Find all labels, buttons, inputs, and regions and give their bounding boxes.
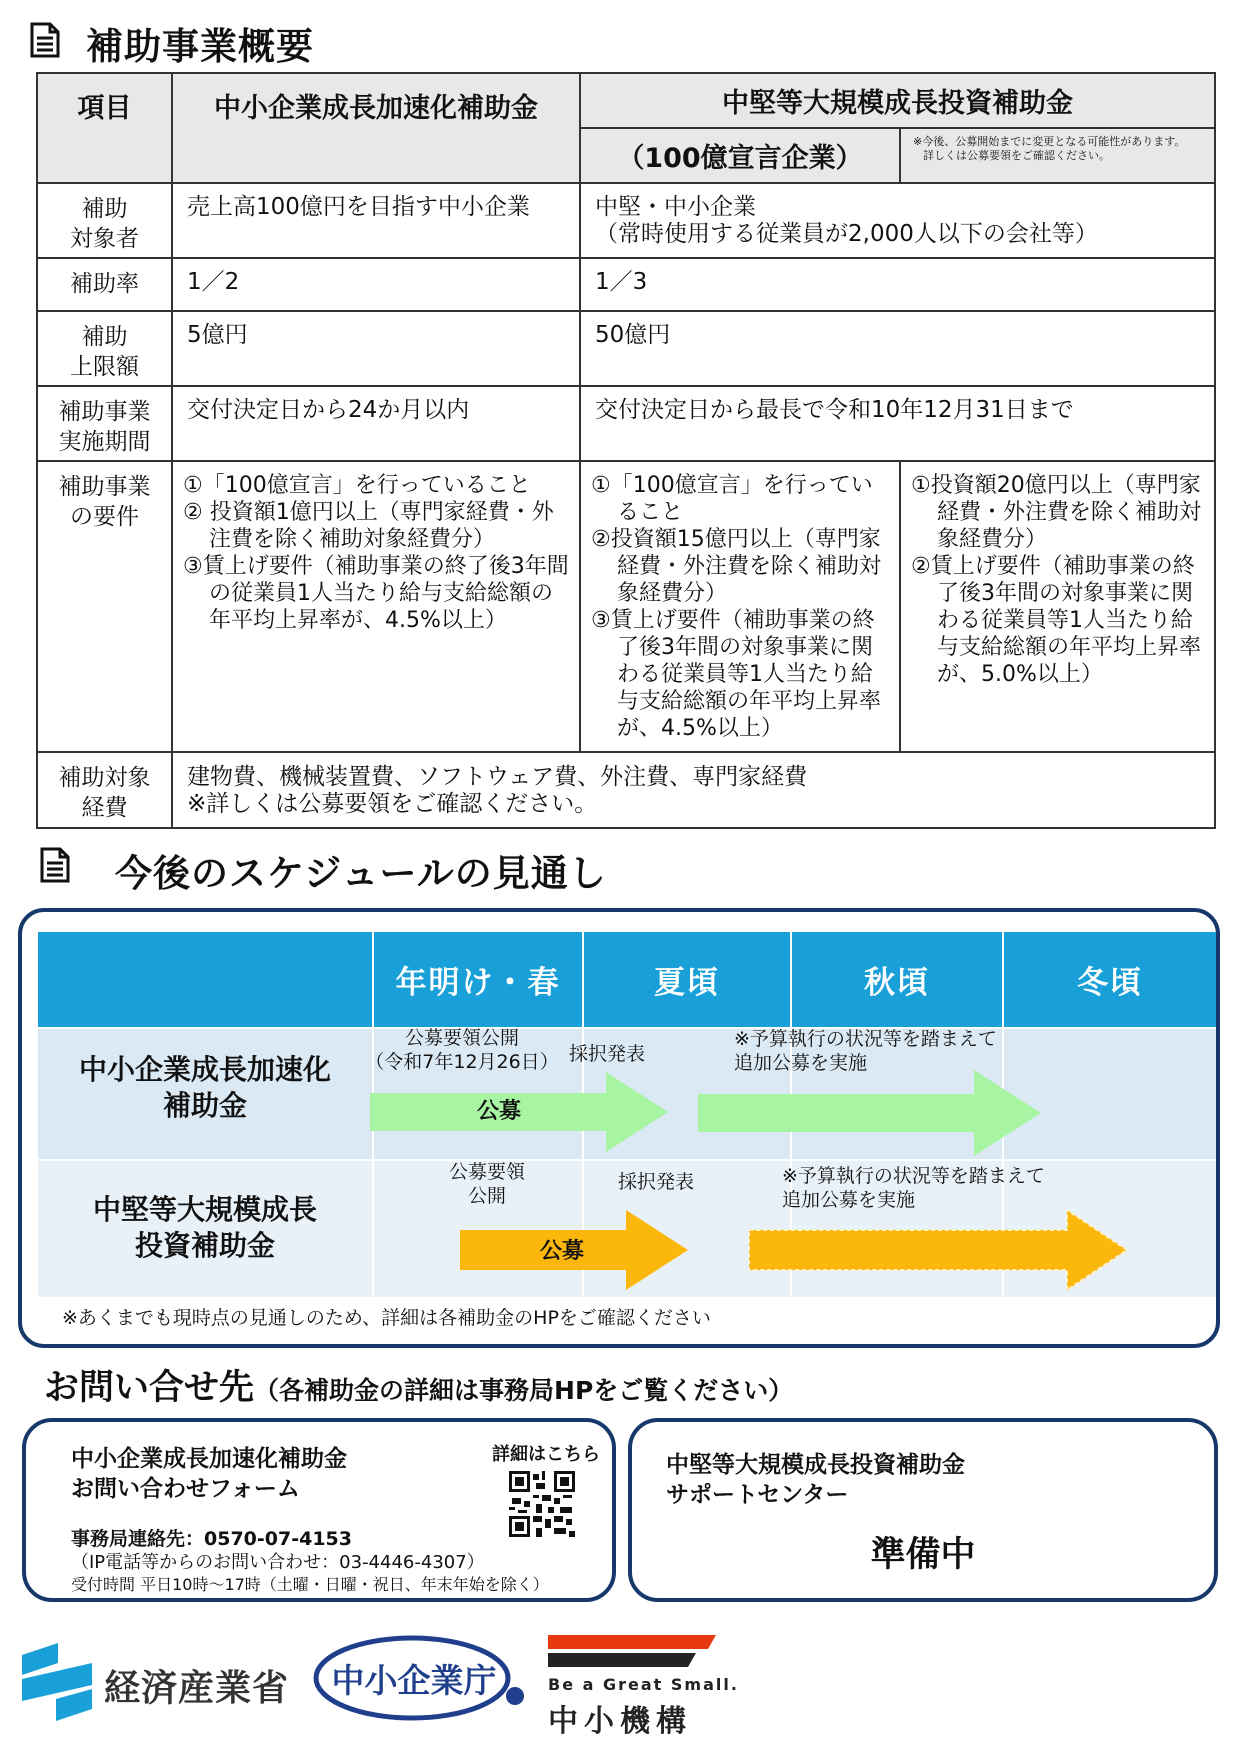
row2-note-selection: 採択発表: [618, 1171, 695, 1193]
contact-box-right: [628, 1418, 1218, 1602]
header-col2-note: [901, 129, 1214, 182]
schedule-header-blank: [38, 932, 372, 1027]
meti-logo-text: 経済産業省: [104, 1668, 290, 1709]
section-title-overview: 補助事業概要: [86, 25, 314, 68]
rate-col2: 1／3: [595, 269, 648, 295]
smrj-logo-text: 中小機構: [548, 1704, 692, 1739]
row1-note-additional: ※予算執行の状況等を踏まえて 追加公募を実施: [734, 1028, 997, 1074]
contact-phone: 事務局連絡先：0570-07-4153: [71, 1528, 352, 1550]
requirements-col2a: ①「100億宣言」を行っていること ②投資額15億円以上（専門家経費・外注費を除く補助対象経費分） ③賃上げ要件（補助事業の終了後3年間の対象事業に関わる従業員等1人当たり給与支給総額の年平均上昇率が、4.5%以上）: [591, 473, 882, 741]
header-note-line2: 詳しくは公募要領をご確認ください。: [923, 149, 1110, 162]
row1-note-publish: 公募要領公開 （令和7年12月26日）: [365, 1027, 559, 1073]
row2-arrow-label: 公募: [540, 1239, 585, 1264]
row1-arrow-label: 公募: [477, 1099, 522, 1124]
smrj-tagline: Be a Great Small.: [548, 1675, 739, 1694]
row1-arrow-2: [698, 1070, 1043, 1156]
requirements-col1: ①「100億宣言」を行っていること ② 投資額1億円以上（専門家経費・外注費を除く補助対象経費分） ③賃上げ要件（補助事業の終了後3年間の従業員1人当たり給与支給総額の年平均上昇率が、4.5%以上）: [183, 473, 569, 633]
contact-ip-phone: （IP電話等からのお問い合わせ：03-4446-4307）: [71, 1552, 485, 1573]
contact-box-left: [22, 1418, 616, 1602]
document-icon: [30, 22, 60, 58]
limit-col2: 50億円: [595, 322, 671, 348]
row-label-expenses: 補助対象 経費: [58, 765, 151, 821]
contact-title: お問い合せ先: [44, 1368, 255, 1408]
schedule-col-winter: 冬頃: [1004, 932, 1216, 1027]
qr-code[interactable]: [509, 1471, 575, 1537]
details-label: 詳細はこちら: [492, 1444, 600, 1465]
schedule-col-spring: 年明け・春: [374, 932, 582, 1027]
header-col1: 中小企業成長加速化補助金: [173, 74, 579, 182]
row-label-limit: 補助 上限額: [70, 324, 139, 380]
row2-arrow-2: [749, 1210, 1129, 1290]
target-col1: 売上高100億円を目指す中小企業: [187, 194, 530, 220]
row1-note-selection: 採択発表: [569, 1043, 646, 1065]
header-item: 項目: [38, 74, 171, 182]
schedule-row1-label: 中小企業成長加速化 補助金: [78, 1053, 331, 1122]
overview-table: [36, 72, 1216, 829]
row2-note-publish: 公募要領 公開: [448, 1161, 525, 1207]
contact-right-status: 準備中: [870, 1535, 976, 1575]
row-label-requirements: 補助事業 の要件: [58, 474, 151, 530]
schedule-panel: [18, 908, 1220, 1348]
expenses-text: 建物費、機械装置費、ソフトウェア費、外注費、専門家経費 ※詳しくは公募要領をご確認ください。: [187, 764, 808, 817]
rate-col1: 1／2: [187, 269, 240, 295]
target-col2: 中堅・中小企業 （常時使用する従業員が2,000人以下の会社等）: [595, 194, 1098, 247]
schedule-row2-label: 中堅等大規模成長 投資補助金: [92, 1193, 317, 1262]
smrj-logo-mark: [548, 1635, 716, 1671]
schedule-col-summer: 夏頃: [584, 932, 790, 1027]
row-label-period: 補助事業 実施期間: [58, 399, 151, 455]
header-col2-sub: （100億宣言企業）: [581, 129, 899, 182]
header-col2: 中堅等大規模成長投資補助金: [581, 74, 1214, 127]
period-col2: 交付決定日から最長で令和10年12月31日まで: [595, 397, 1074, 423]
requirements-col2b: ①投資額20億円以上（専門家経費・外注費を除く補助対象経費分） ②賃上げ要件（補助事業の終了後3年間の対象事業に関わる従業員等1人当たり給与支給総額の年平均上昇率が、5.0%以上）: [911, 473, 1202, 687]
row2-note-additional: ※予算執行の状況等を踏まえて 追加公募を実施: [782, 1165, 1045, 1211]
sme-agency-logo-text: 中小企業庁: [331, 1661, 497, 1700]
row-label-target: 補助 対象者: [70, 196, 139, 252]
document-icon: [40, 847, 70, 883]
header-note-line1: ※今後、公募開始までに変更となる可能性があります。: [913, 135, 1186, 148]
contact-right-title: 中堅等大規模成長投資補助金 サポートセンター: [666, 1452, 965, 1508]
meti-logo-icon: [22, 1643, 92, 1723]
limit-col1: 5億円: [187, 322, 248, 348]
contact-left-title: 中小企業成長加速化補助金 お問い合わせフォーム: [71, 1446, 347, 1502]
row-label-rate: 補助率: [70, 271, 139, 297]
contact-subtitle: （各補助金の詳細は事務局HPをご覧ください）: [254, 1376, 794, 1405]
section-title-schedule: 今後のスケジュールの見通し: [115, 852, 607, 895]
period-col1: 交付決定日から24か月以内: [187, 397, 470, 423]
contact-hours: 受付時間 平日10時～17時（土曜・日曜・祝日、年末年始を除く）: [71, 1575, 549, 1594]
schedule-footnote: ※あくまでも現時点の見通しのため、詳細は各補助金のHPをご確認ください: [62, 1307, 711, 1329]
schedule-col-autumn: 秋頃: [792, 932, 1002, 1027]
contact-heading: [44, 1360, 793, 1410]
